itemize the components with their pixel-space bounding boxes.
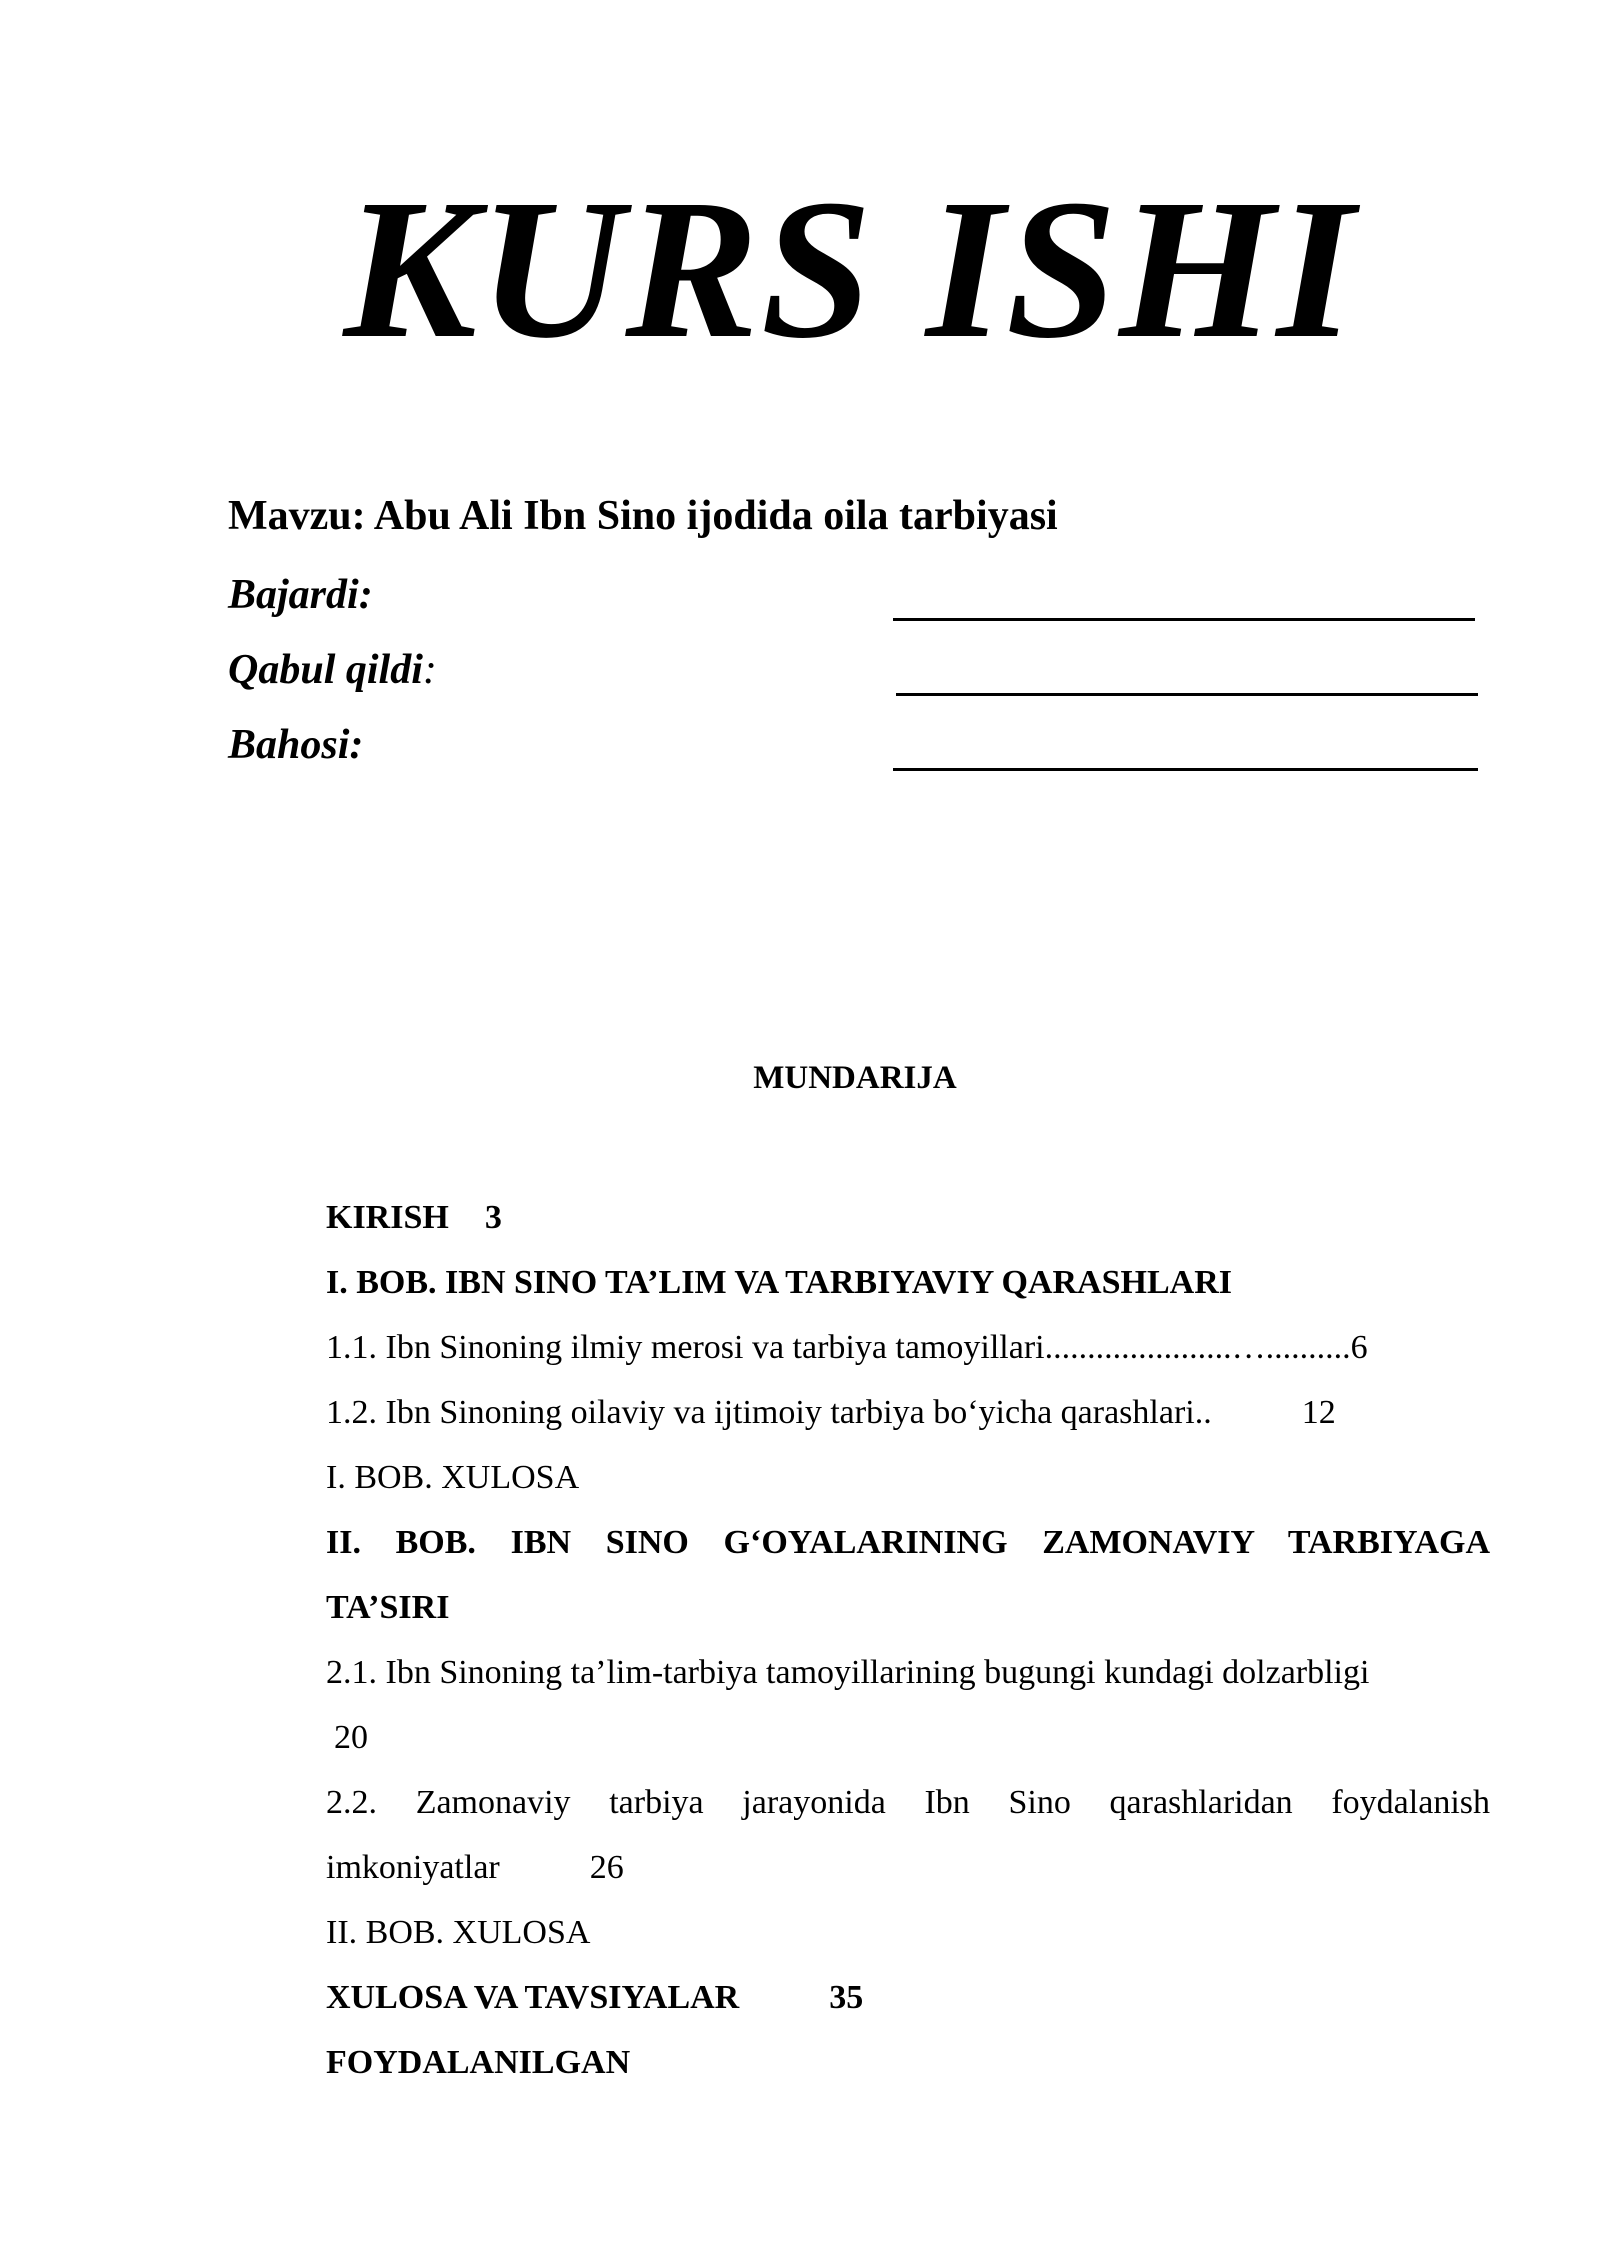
toc-entry-kirish xyxy=(326,1185,1490,1250)
toc-entry-text: 1.1. Ibn Sinoning ilmiy merosi va tarbiya tamoyillari......................…..........6 xyxy=(326,1329,1368,1366)
toc-entry-text: TA’SIRI xyxy=(326,1589,450,1626)
toc-heading: MUNDARIJA xyxy=(753,1060,957,1096)
toc-entry-1-2 xyxy=(326,1380,1490,1445)
signature-line-bahosi xyxy=(893,768,1478,771)
toc-entry-chapter-1 xyxy=(326,1250,1490,1315)
toc-entry-text: 2.1. Ibn Sinoning ta’lim-tarbiya tamoyillarining bugungi kundagi dolzarbligi xyxy=(326,1654,1370,1691)
field-qabul-qildi xyxy=(228,649,1478,699)
field-label-bajardi: Bajardi: xyxy=(228,572,373,618)
toc-entry-chapter-2-cont xyxy=(326,1575,1490,1640)
toc-entry-1-1 xyxy=(326,1315,1490,1380)
toc-entry-chapter-2 xyxy=(326,1510,1490,1575)
toc-entry-2-2-cont xyxy=(326,1835,1490,1900)
topic-line: Mavzu: Abu Ali Ibn Sino ijodida oila tarbiyasi xyxy=(228,493,1058,539)
toc-entry-text: II. BOB. XULOSA xyxy=(326,1914,591,1951)
toc-entry-chapter-1-conclusion xyxy=(326,1445,1490,1510)
toc-entry-text: I. BOB. XULOSA xyxy=(326,1459,580,1496)
toc-entry-text: FOYDALANILGAN xyxy=(326,2044,631,2081)
field-label-bahosi: Bahosi: xyxy=(228,722,364,768)
toc-entry-conclusions xyxy=(326,1965,1490,2030)
toc-page-number: 26 xyxy=(589,1849,624,1886)
field-label-qabul-colon: : xyxy=(422,647,437,693)
toc-page-number: 35 xyxy=(829,1979,864,2016)
toc-entry-text: I. BOB. IBN SINO TA’LIM VA TARBIYAVIY QARASHLARI xyxy=(326,1264,1232,1301)
toc-entry-2-1 xyxy=(326,1640,1490,1705)
toc-entry-text: KIRISH xyxy=(326,1199,449,1236)
signature-line-qabul-qildi xyxy=(896,693,1478,696)
field-bahosi xyxy=(228,724,1478,774)
signature-line-bajardi xyxy=(893,618,1475,621)
toc-entry-references xyxy=(326,2030,1490,2095)
field-label-qabul-qildi xyxy=(228,649,437,691)
toc-entry-text: 2.2. Zamonaviy tarbiya jarayonida Ibn Sino qarashlaridan foydalanish xyxy=(326,1784,1490,1821)
toc-entry-chapter-2-conclusion xyxy=(326,1900,1490,1965)
field-label-qabul-text: Qabul qildi xyxy=(228,647,423,693)
toc-entry-text: XULOSA VA TAVSIYALAR xyxy=(326,1979,740,2016)
toc-entry-2-1-page xyxy=(326,1705,1490,1770)
table-of-contents xyxy=(326,1185,1490,2095)
toc-page-number: 12 xyxy=(1301,1394,1336,1431)
toc-page-number: 20 xyxy=(334,1719,368,1756)
toc-entry-text: II. BOB. IBN SINO G‘OYALARINING ZAMONAVIY TARBIYAGA xyxy=(326,1524,1490,1561)
toc-entry-text: imkoniyatlar xyxy=(326,1849,500,1886)
toc-entry-text: 1.2. Ibn Sinoning oilaviy va ijtimoiy tarbiya bo‘yicha qarashlari.. xyxy=(326,1394,1212,1431)
field-bajardi xyxy=(228,574,1478,624)
toc-entry-2-2 xyxy=(326,1770,1490,1835)
document-title: KURS ISHI xyxy=(343,159,1357,380)
toc-page-number: 3 xyxy=(484,1199,502,1236)
